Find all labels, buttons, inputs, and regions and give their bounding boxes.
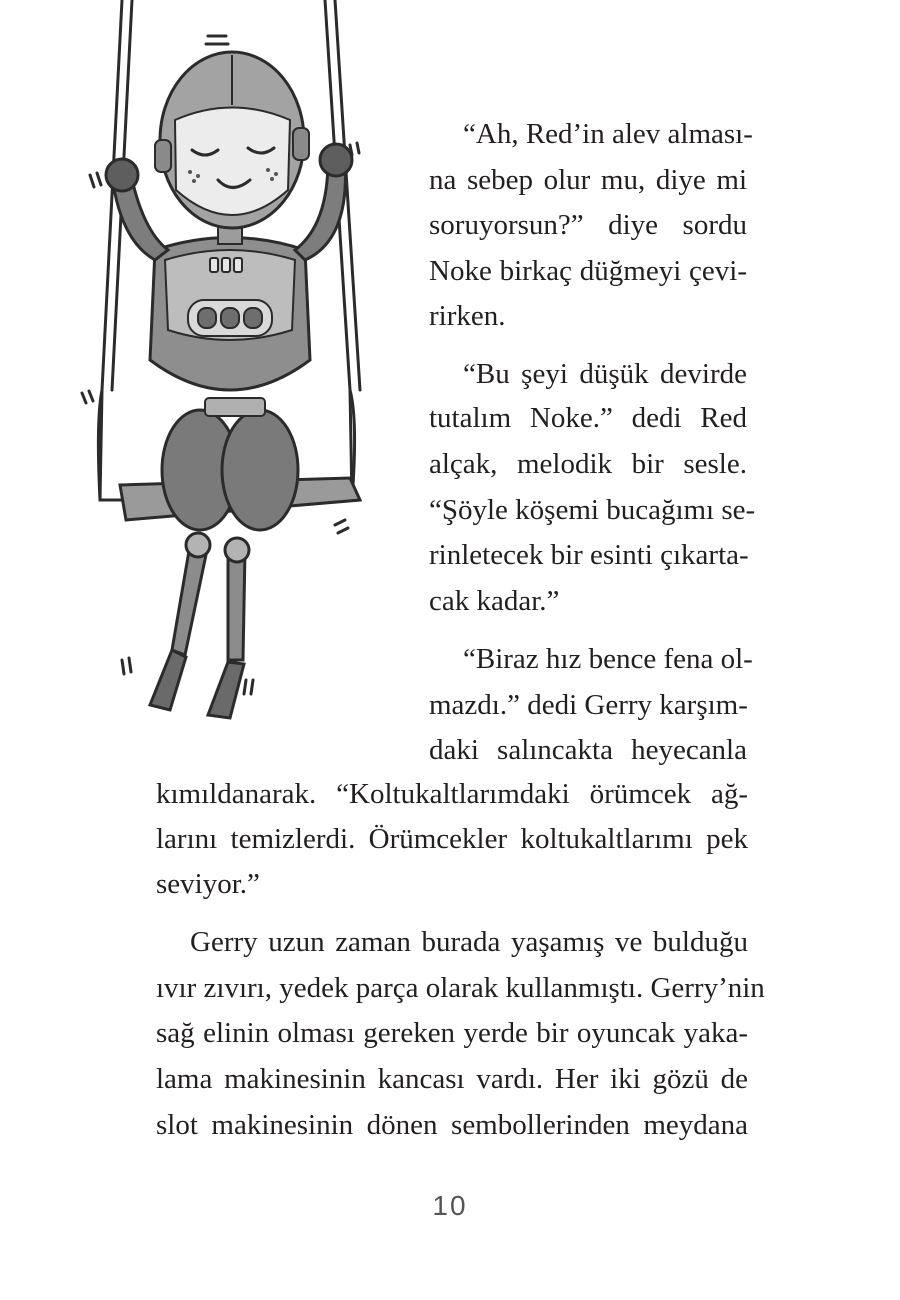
text-line: lama makinesinin kancası vardı. Her iki gözü de: [156, 1063, 748, 1095]
text-line: rirken.: [429, 300, 506, 332]
robot-on-swing-illustration: [60, 0, 400, 740]
text-line: “Biraz hız bence fena ol-: [463, 643, 753, 675]
text-line: rinletecek bir esinti çıkarta-: [429, 539, 749, 571]
text-line: alçak, melodik bir sesle.: [429, 448, 747, 480]
text-line: slot makinesinin dönen sembollerinden meydana: [156, 1109, 748, 1141]
text-line: “Ah, Red’in alev alması-: [463, 118, 753, 150]
text-line: tutalım Noke.” dedi Red: [429, 402, 747, 434]
text-line: cak kadar.”: [429, 585, 560, 617]
text-line: na sebep olur mu, diye mi: [429, 164, 747, 196]
text-line: Noke birkaç düğmeyi çevi-: [429, 255, 747, 287]
text-line: Gerry uzun zaman burada yaşamış ve bulduğu: [190, 926, 748, 958]
text-line: seviyor.”: [156, 868, 260, 900]
text-line: “Şöyle köşemi bucağımı se-: [429, 494, 756, 526]
text-line: “Bu şeyi düşük devirde: [463, 358, 747, 390]
page-number: 10: [432, 1190, 468, 1221]
text-line: larını temizlerdi. Örümcekler koltukaltlarımı pek: [156, 823, 748, 855]
text-line: daki salıncakta heyecanla: [429, 734, 747, 766]
text-line: kımıldanarak. “Koltukaltlarımdaki örümcek ağ-: [156, 778, 748, 810]
text-line: ıvır zıvırı, yedek parça olarak kullanmıştı. Gerry’nin: [156, 972, 765, 1004]
text-line: sağ elinin olması gereken yerde bir oyuncak yaka-: [156, 1017, 748, 1049]
text-line: mazdı.” dedi Gerry karşım-: [429, 689, 748, 721]
text-line: soruyorsun?” diye sordu: [429, 209, 747, 241]
